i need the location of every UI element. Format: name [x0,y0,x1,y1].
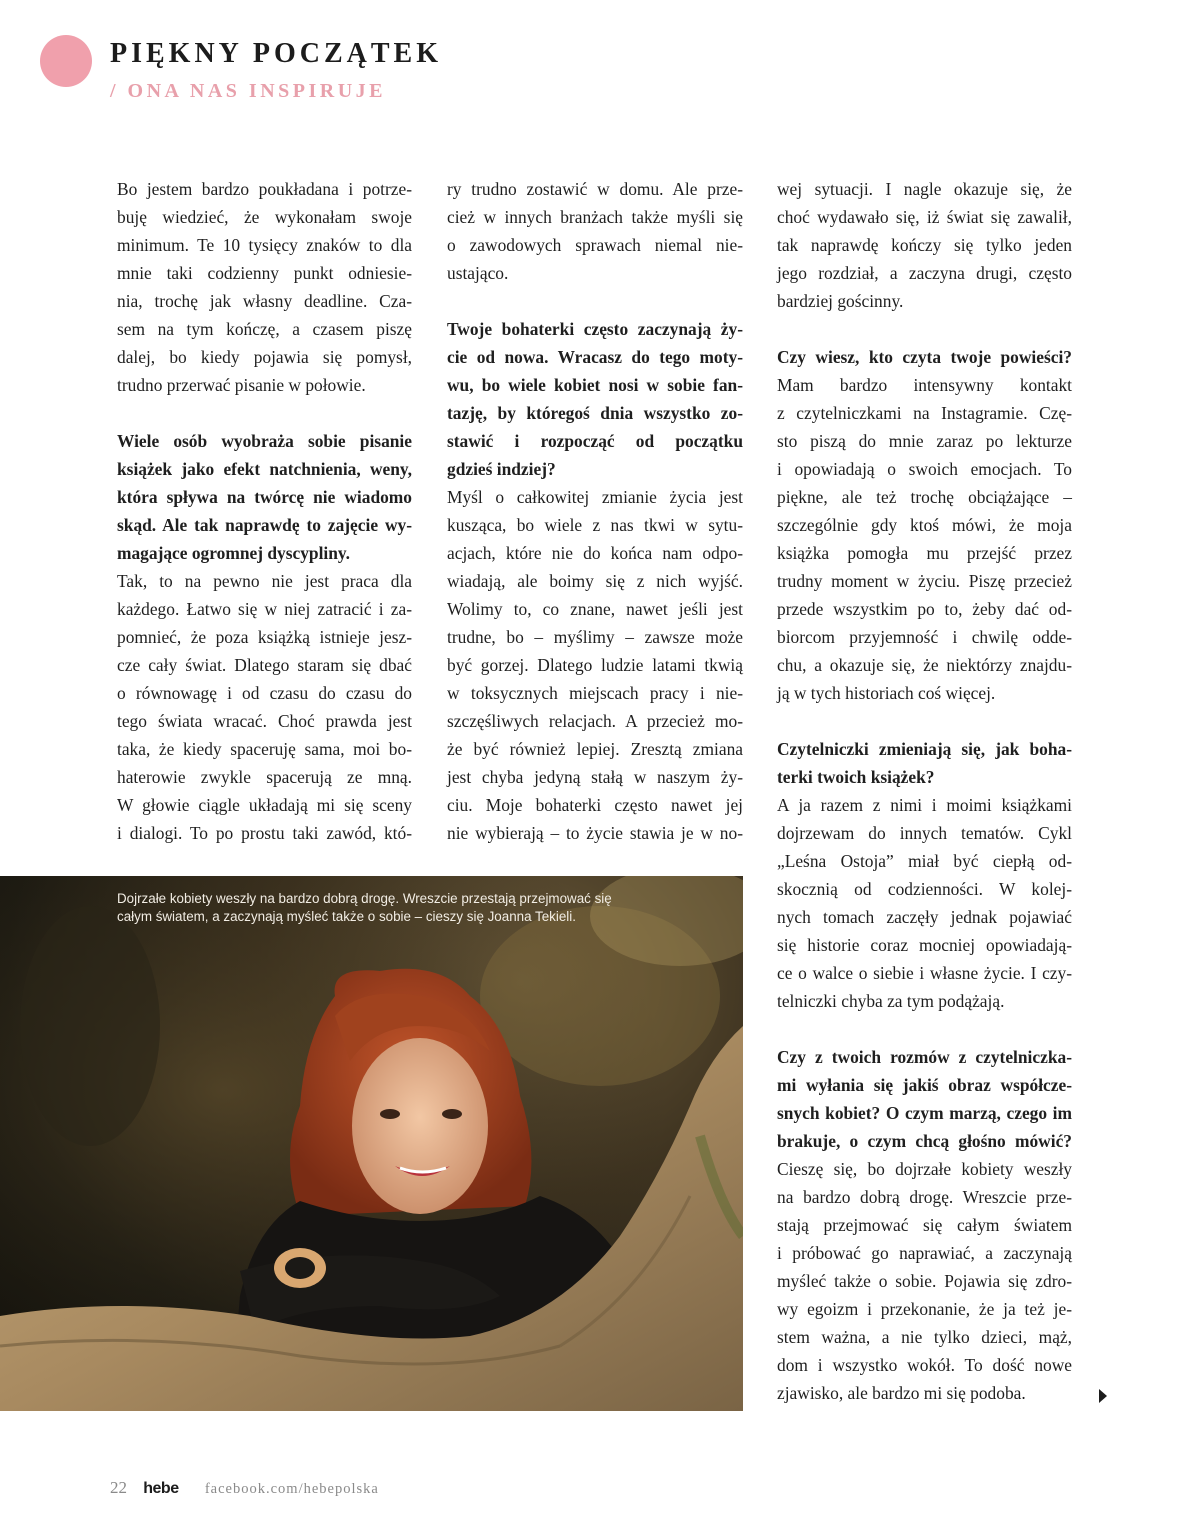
text-line: nie wybierają – to życie stawia je w no- [447,823,743,843]
text-line: książka pomogła mu przejść przez [777,543,1072,563]
question-line: tazję, by któregoś dnia wszystko zo- [447,403,743,423]
text-line: haterowie zwykle spacerują ze mną. [117,767,412,787]
question-line: Czy z twoich rozmów z czytelniczka- [777,1047,1072,1067]
text-line: o równowagę i od czasu do czasu do [117,683,412,703]
text-line: trudno przerwać pisanie w połowie. [117,375,366,395]
question-line: która spływa na twórcę nie wiadomo [117,487,412,507]
question-line: Czy wiesz, kto czyta twoje powieści? [777,347,1072,367]
text-line: stem ważna, a nie tylko dzieci, mąż, [777,1327,1072,1347]
section-title: PIĘKNY POCZĄTEK [110,38,442,69]
text-line: i próbować go naprawiać, a zaczynają [777,1243,1072,1263]
text-line: jest chyba jedyną stałą w naszym ży- [447,767,743,787]
text-line: i opowiadają o swoich emocjach. To [777,459,1072,479]
text-line: kusząca, bo wiele z nas tkwi w sytu- [447,515,743,535]
text-line: A ja razem z nimi i moimi książkami [777,795,1072,815]
text-line: ciu. Moje bohaterki często nawet jej [447,795,743,815]
photo-caption-line-2: całym światem, a zaczynają myśleć także o sobie – cieszy się Joanna Tekieli. [117,909,576,924]
paragraph-gap [777,315,1072,343]
text-line: tak naprawdę kończy się tylko jeden [777,235,1072,255]
text-line: nia, trochę jak własny deadline. Cza- [117,291,412,311]
text-line: chu, a okazuje się, że niektórzy znajdu- [777,655,1072,675]
pink-circle-decoration [40,35,92,87]
text-line: szczęśliwych relacjach. A przecież mo- [447,711,743,731]
text-line: skocznią od codzienności. W kolej- [777,879,1072,899]
paragraph-gap [777,707,1072,735]
text-line: buję wiedzieć, że wykonałam swoje [117,207,412,227]
text-column-2 [447,175,743,847]
text-line: pomnieć, że poza książką istnieje jesz- [117,627,412,647]
photo-caption [117,890,677,926]
text-line: jego rozdział, a zaczyna drugi, często [777,263,1072,283]
portrait-illustration [0,876,743,1411]
text-line: minimum. Te 10 tysięcy znaków to dla [117,235,412,255]
question-line: Twoje bohaterki często zaczynają ży- [447,319,743,339]
text-line: ustająco. [447,263,509,283]
text-line: bardziej gościnny. [777,291,904,311]
question-line: stawić i rozpocząć od początku [447,431,743,451]
text-line: zjawisko, ale bardzo mi się podoba. [777,1383,1026,1403]
question-line: magające ogromnej dyscypliny. [117,543,350,563]
text-line: Bo jestem bardzo poukładana i potrze- [117,179,412,199]
text-line: na bardzo dobrą drogę. Wreszcie prze- [777,1187,1072,1207]
paragraph-gap [117,399,412,427]
text-line: się historie coraz mocniej opowiadają- [777,935,1072,955]
continue-arrow-icon [1099,1389,1107,1403]
text-line: Mam bardzo intensywny kontakt [777,375,1072,395]
text-line: w toksycznych miejscach pracy i nie- [447,683,743,703]
text-column-3 [777,175,1072,1407]
text-line: nych tomach zaczęły jednak pojawiać [777,907,1072,927]
text-line: choć wydawało się, iż świat się zawalił, [777,207,1072,227]
text-line: taka, że kiedy spaceruję sama, moi bo- [117,739,412,759]
text-line: wy egoizm i przekonanie, że ja też je- [777,1299,1072,1319]
text-line: wej sytuacji. I nagle okazuje się, że [777,179,1072,199]
question-line: książek jako efekt natchnienia, weny, [117,459,412,479]
text-line: wiadają, ale boimy się z nich wyjść. [447,571,743,591]
text-line: sto piszą do mnie zaraz po lekturze [777,431,1072,451]
text-line: Myśl o całkowitej zmianie życia jest [447,487,743,507]
text-line: tego świata wracać. Choć prawda jest [117,711,412,731]
question-line: cie od nowa. Wracasz do tego moty- [447,347,743,367]
text-column-1 [117,175,412,847]
page-number: 22 [110,1478,127,1497]
text-line: dojrzewam do innych tematów. Cykl [777,823,1072,843]
portrait-photo [0,876,743,1411]
text-line: piękne, ale też trochę obciążające – [777,487,1072,507]
question-line: wu, bo wiele kobiet nosi w sobie fan- [447,375,743,395]
text-line: o zawodowych sprawach niemal nie- [447,235,743,255]
text-line: myśleć także o sobie. Pojawia się zdro- [777,1271,1072,1291]
section-subtitle: / ONA NAS INSPIRUJE [110,80,386,102]
text-line: telniczki chyba za tym podążają. [777,991,1005,1011]
text-line: być gorzej. Dlatego ludzie latami tkwią [447,655,743,675]
question-line: mi wyłania się jakiś obraz współcze- [777,1075,1072,1095]
text-line: każdego. Łatwo się w niej zatracić i za- [117,599,412,619]
text-line: i dialogi. To po prostu taki zawód, któ- [117,823,412,843]
text-line: mnie taki codzienny punkt odniesie- [117,263,412,283]
text-line: ce o walce o siebie i własne życie. I czy- [777,963,1072,983]
text-line: sem na tym kończę, a czasem piszę [117,319,412,339]
facebook-link[interactable]: facebook.com/hebepolska [204,1481,379,1497]
text-line: że być również lepiej. Zresztą zmiana [447,739,743,759]
text-line: dom i wszystko wokół. To dość nowe [777,1355,1072,1375]
text-line: z czytelniczkami na Instagramie. Czę- [777,403,1072,423]
text-line: Tak, to na pewno nie jest praca dla [117,571,412,591]
question-line: brakuje, o czym chcą głośno mówić? [777,1131,1072,1151]
text-line: Wolimy to, co znane, nawet jeśli jest [447,599,743,619]
text-line: przede wszystkim po to, żeby dać od- [777,599,1072,619]
page-footer [110,1478,379,1498]
question-line: Czytelniczki zmieniają się, jak boha- [777,739,1072,759]
question-line: skąd. Ale tak naprawdę to zajęcie wy- [117,515,412,535]
photo-caption-line-1: Dojrzałe kobiety weszły na bardzo dobrą drogę. Wreszcie przestają przejmować się [117,891,612,906]
text-line: trudny moment w życiu. Piszę przecież [777,571,1072,591]
text-line: trudne, bo – myślimy – zawsze może [447,627,743,647]
text-line: stają przejmować się całym światem [777,1215,1072,1235]
question-line: snych kobiet? O czym marzą, czego im [777,1103,1072,1123]
text-line: Cieszę się, bo dojrzałe kobiety weszły [777,1159,1072,1179]
paragraph-gap [447,287,743,315]
text-line: ry trudno zostawić w domu. Ale prze- [447,179,743,199]
text-line: W głowie ciągle układają mi się sceny [117,795,412,815]
text-line: acjach, które nie do końca nam odpo- [447,543,743,563]
question-line: terki twoich książek? [777,767,935,787]
question-line: gdzieś indziej? [447,459,556,479]
text-line: cze cały świat. Dlatego staram się dbać [117,655,412,675]
text-line: ją w tych historiach coś więcej. [777,683,996,703]
brand-logo: hebe [143,1480,179,1497]
text-line: „Leśna Ostoja” miał być ciepłą od- [777,851,1072,871]
paragraph-gap [777,1015,1072,1043]
text-line: dalej, bo kiedy pojawia się pomysł, [117,347,412,367]
text-line: szczególnie gdy ktoś mówi, że moja [777,515,1072,535]
text-line: biorcom przyjemność i chwilę odde- [777,627,1072,647]
question-line: Wiele osób wyobraża sobie pisanie [117,431,412,451]
text-line: cież w innych branżach także myśli się [447,207,743,227]
